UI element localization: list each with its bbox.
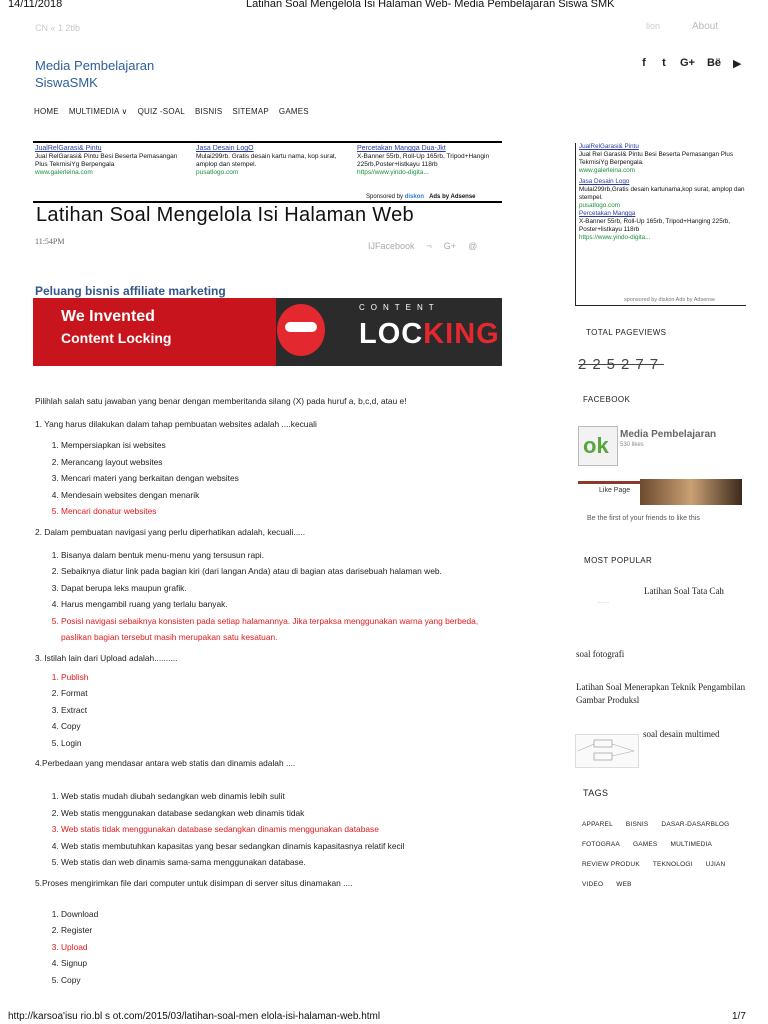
fb-divider	[578, 481, 640, 484]
top-nav-link[interactable]: lion	[646, 21, 661, 31]
answer-option: 3. Extract	[61, 702, 505, 719]
banner-logo-text	[359, 318, 500, 351]
answer-option: 4. Copy	[61, 718, 505, 735]
question-text: 4.Perbedaan yang mendasar antara web statis dan dinamis adalah ....	[35, 758, 296, 768]
sidebar-ad-footer[interactable]: sponsored by diskon Ads by Adsense	[624, 297, 716, 303]
main-menu	[34, 107, 309, 116]
banner-logo-part2: KING	[423, 318, 500, 350]
tag-link[interactable]: GAMES	[632, 841, 658, 848]
like-page-button[interactable]: Like Page	[599, 487, 631, 494]
popular-post-4[interactable]: soal desain multimed	[643, 729, 720, 739]
share-facebook[interactable]: IJFacebook	[368, 241, 415, 251]
tag-link[interactable]: VIDEO	[582, 881, 604, 888]
share-bar	[368, 241, 477, 251]
question-text: 1. Yang harus dilakukan dalam tahap pembuatan websites adalah ....kecuali	[35, 419, 317, 429]
print-url: http://karsoa'isu rio.bl s ot.com/2015/03/latihan-soal-men elola-isi-halaman-web.html	[8, 1011, 381, 1022]
answer-option: 1. Bisanya dalam bentuk menu-menu yang tersusun rapi.	[61, 547, 505, 564]
share-twitter-icon[interactable]: ¬	[426, 241, 432, 251]
answer-option: 1. Mempersiapkan isi websites	[61, 437, 505, 454]
answer-option: 5. Copy	[61, 972, 505, 989]
answer-option: 5. Web statis dan web dinamis sama-sama menggunakan database.	[61, 854, 505, 871]
banner-logo-part1: LOC	[359, 318, 424, 350]
ad-text: X-Banner 55rb, Roll-Up 165rb, Tripod+Hangin 225rb,Poster+listkayu 118rb	[357, 153, 490, 168]
most-popular-heading: MOST POPULAR	[584, 556, 653, 565]
facebook-widget[interactable]	[578, 426, 738, 466]
about-link[interactable]: About	[692, 21, 719, 32]
answer-option: 4. Signup	[61, 955, 505, 972]
tag-link[interactable]: TEKNOLOGI	[652, 861, 693, 868]
pageviews-heading: TOTAL PAGEVIEWS	[586, 328, 667, 337]
ad-sponsor-line	[366, 193, 476, 201]
answer-option: 5. Mencari donatur websites	[61, 503, 505, 520]
question-list	[35, 419, 505, 988]
behance-icon[interactable]: Bë	[706, 57, 722, 69]
share-email-icon[interactable]: @	[468, 241, 478, 251]
option-list	[35, 547, 505, 646]
answer-option: 3. Web statis tidak menggunakan database sedangkan dinamis menggunakan database	[61, 821, 505, 838]
ad-heading[interactable]: JualRelGarasi& Pintu	[35, 145, 102, 152]
answer-option: 5. Posisi navigasi sebaiknya konsisten pada setiap halamannya. Jika terpaksa menggunakan warna yang berbeda, paslikan bagian tersebut masih merupakan satu kesatuan.	[61, 613, 505, 646]
facebook-icon[interactable]: f	[642, 57, 646, 69]
popular-post-1[interactable]: Latihan Soal Tata Cah	[644, 586, 724, 596]
answer-option: 3. Dapat berupa leks maupun grafik.	[61, 580, 505, 597]
adsby-label[interactable]: Ads by Adsense	[429, 194, 476, 200]
ad-url[interactable]: pusatlogo.com	[579, 202, 620, 209]
intro-text: Pilihlah salah satu jawaban yang benar dengan memberitanda silang (X) pada huruf a, b,c,d, atau e!	[35, 396, 407, 406]
post-body	[35, 396, 505, 995]
answer-option: 4. Mendesain websites dengan menarik	[61, 487, 505, 504]
ad-url[interactable]: https://www.yindo-digita...	[579, 234, 651, 241]
answer-option: 2. Register	[61, 922, 505, 939]
sidebar-ad-box	[575, 143, 746, 306]
option-list	[35, 437, 505, 520]
top-ghost-text: CN « 1 2tlb	[35, 23, 81, 33]
post-title: Latihan Soal Mengelola Isi Halaman Web	[36, 204, 414, 226]
ad-heading[interactable]: Jasa Desain Logo	[579, 178, 630, 185]
answer-option: 4. Web statis membutuhkan kapasitas yang besar sedangkan dinamis kapasitasnya relatif kecil	[61, 838, 505, 855]
site-title[interactable]: Media Pembelajaran SiswaSMK	[35, 58, 155, 90]
sponsor-brand[interactable]: diskon	[404, 194, 425, 200]
ad-block[interactable]	[35, 145, 185, 177]
social-icons	[640, 57, 742, 70]
tag-link[interactable]: BISNIS	[625, 821, 649, 828]
share-google-plus[interactable]: G+	[443, 241, 457, 251]
banner-line-2: Content Locking	[61, 330, 172, 346]
ad-text: Jual RelGarasi& Pintu Besi Beserta Pemasangan Plus TekrnisiYg Berpengala	[35, 153, 178, 168]
tag-link[interactable]: DASAR-DASARBLOG	[661, 821, 730, 828]
tag-link[interactable]: MULTIMEDIA	[670, 841, 713, 848]
ad-block[interactable]	[196, 145, 346, 177]
ad-heading[interactable]: Percetakan Mangga Dua-Jkt	[357, 145, 446, 152]
sidebar-ad-block[interactable]	[579, 178, 745, 210]
answer-option: 1. Download	[61, 906, 505, 923]
popular-post-2[interactable]: soal fotografi	[576, 649, 625, 659]
answer-option: 3. Upload	[61, 939, 505, 956]
content-locking-banner[interactable]	[33, 298, 502, 366]
print-page-number: 1/7	[732, 1011, 746, 1022]
print-date: 14/11/2018	[8, 0, 63, 10]
ad-text: X-Banner 55rb, Roll-Up 165rb, Tripod+Hanging 225rb, Poster+listkayu 118rb	[579, 218, 731, 233]
answer-option: 3. Mencari materi yang berkaitan dengan websites	[61, 470, 505, 487]
post-time[interactable]: 11:54PM	[35, 237, 65, 246]
option-list	[35, 669, 505, 752]
answer-option: 1. Web statis mudah diubah sedangkan web dinamis lebih sulit	[61, 788, 505, 805]
youtube-icon[interactable]: ▶	[733, 58, 742, 70]
option-list	[35, 906, 505, 989]
fb-page-name[interactable]: Media Pembelajaran	[620, 429, 717, 440]
ad-text: Mulai299rb,Gratis desain kartunama,kop surat, amplop dan stempel.	[579, 186, 745, 201]
ad-url[interactable]: pusatlogo.com	[196, 169, 239, 176]
fb-likes-count: 530 likes	[620, 442, 644, 448]
menu-item-quiz-soal[interactable]: QUIZ -SOAL	[137, 107, 185, 116]
ad-heading[interactable]: Jasa Desain LogO	[196, 145, 254, 152]
twitter-icon[interactable]: t	[662, 57, 666, 69]
menu-item-games[interactable]: GAMES	[278, 107, 309, 116]
sponsored-label: Sponsored by	[366, 194, 404, 200]
menu-item-home[interactable]: HOME	[34, 107, 59, 116]
ad-heading[interactable]: Percetakan Mangga	[579, 210, 636, 217]
answer-option: 2. Web statis menggunakan database sedangkan web dinamis tidak	[61, 805, 505, 822]
popular-thumb-placeholder: - - - -	[598, 600, 609, 606]
menu-item-bisnis[interactable]: BISNIS	[194, 107, 223, 116]
ninja-mascot-icon	[277, 304, 325, 356]
sidebar-ad-block[interactable]	[579, 143, 745, 175]
pageviews-counter: 225277	[578, 356, 665, 373]
sidebar-ad-block[interactable]	[579, 210, 745, 242]
option-list	[35, 788, 505, 871]
tag-link[interactable]: UJIAN	[705, 861, 726, 868]
ad-block[interactable]	[357, 145, 500, 177]
ad-heading[interactable]: JualRelGarasi& Pintu	[579, 143, 639, 150]
page-logo-icon[interactable]	[578, 426, 618, 466]
menu-item-multimedia[interactable]: MULTIMEDIA ∨	[68, 107, 128, 116]
facebook-heading: FACEBOOK	[583, 395, 631, 404]
tag-link[interactable]: FOTOGRAA	[582, 841, 620, 848]
ad-text: Mulai299rb. Gratis desain kartu nama, kop surat, amplop dan stempel.	[196, 153, 337, 168]
tag-link[interactable]: APPAREL	[582, 821, 613, 828]
answer-option: 4. Harus mengambil ruang yang terlalu banyak.	[61, 596, 505, 613]
diagram-thumbnail-icon[interactable]	[575, 734, 639, 768]
fb-cover-photo	[640, 479, 742, 505]
tag-link[interactable]: REVIEW PRODUK	[582, 861, 640, 868]
banner-heading[interactable]: Peluang bisnis affiliate marketing	[35, 284, 226, 298]
answer-option: 2. Merancang layout websites	[61, 454, 505, 471]
ad-text: Jual Rel GarasI& Pintu Besi Beserta Pemasangan Plus TekrnisiYg Berpengala.	[579, 151, 734, 166]
ad-url[interactable]: www.galerleina.com	[35, 169, 93, 176]
top-ad-box	[33, 141, 502, 203]
print-title: Latihan Soal Mengelola Isi Halaman Web- Media Pembelajaran Siswa SMK	[246, 0, 615, 10]
diagram-thumbnail-svg	[576, 735, 638, 767]
answer-option: 1. Publish	[61, 669, 505, 686]
ad-url[interactable]: https//www.yindo-digita...	[357, 169, 429, 176]
answer-option: 5. Login	[61, 735, 505, 752]
question-text: 3. Istilah lain dari Upload adalah..........	[35, 652, 178, 663]
google-plus-icon[interactable]: G+	[680, 57, 695, 69]
popular-post-3[interactable]: Latihan Soal Menerapkan Teknik Pengambilan Gambar Produksl	[576, 682, 746, 705]
answer-option: 2. Format	[61, 685, 505, 702]
question-text: 2. Dalam pembuatan navigasi yang perlu diperhatikan adalah, kecuali.....	[35, 526, 306, 537]
tags-list	[582, 821, 752, 901]
tags-heading: TAGS	[583, 788, 609, 798]
fb-friends-text: Be the first of your friends to like this	[587, 515, 700, 522]
ad-url[interactable]: www.galerleina.com	[579, 167, 635, 174]
question-text: 5.Proses mengirimkan file dari computer untuk disimpan di server situs dinamakan ....	[35, 877, 353, 888]
banner-line-1: We Invented	[61, 308, 155, 325]
answer-option: 2. Sebaiknya diatur link pada bagian kiri (dari langan Anda) atau di bagian atas darisebuah halaman web.	[61, 563, 505, 580]
banner-small-text: CONTENT	[359, 303, 440, 312]
menu-item-sitemap[interactable]: SITEMAP	[232, 107, 269, 116]
tag-link[interactable]: WEB	[616, 881, 632, 888]
